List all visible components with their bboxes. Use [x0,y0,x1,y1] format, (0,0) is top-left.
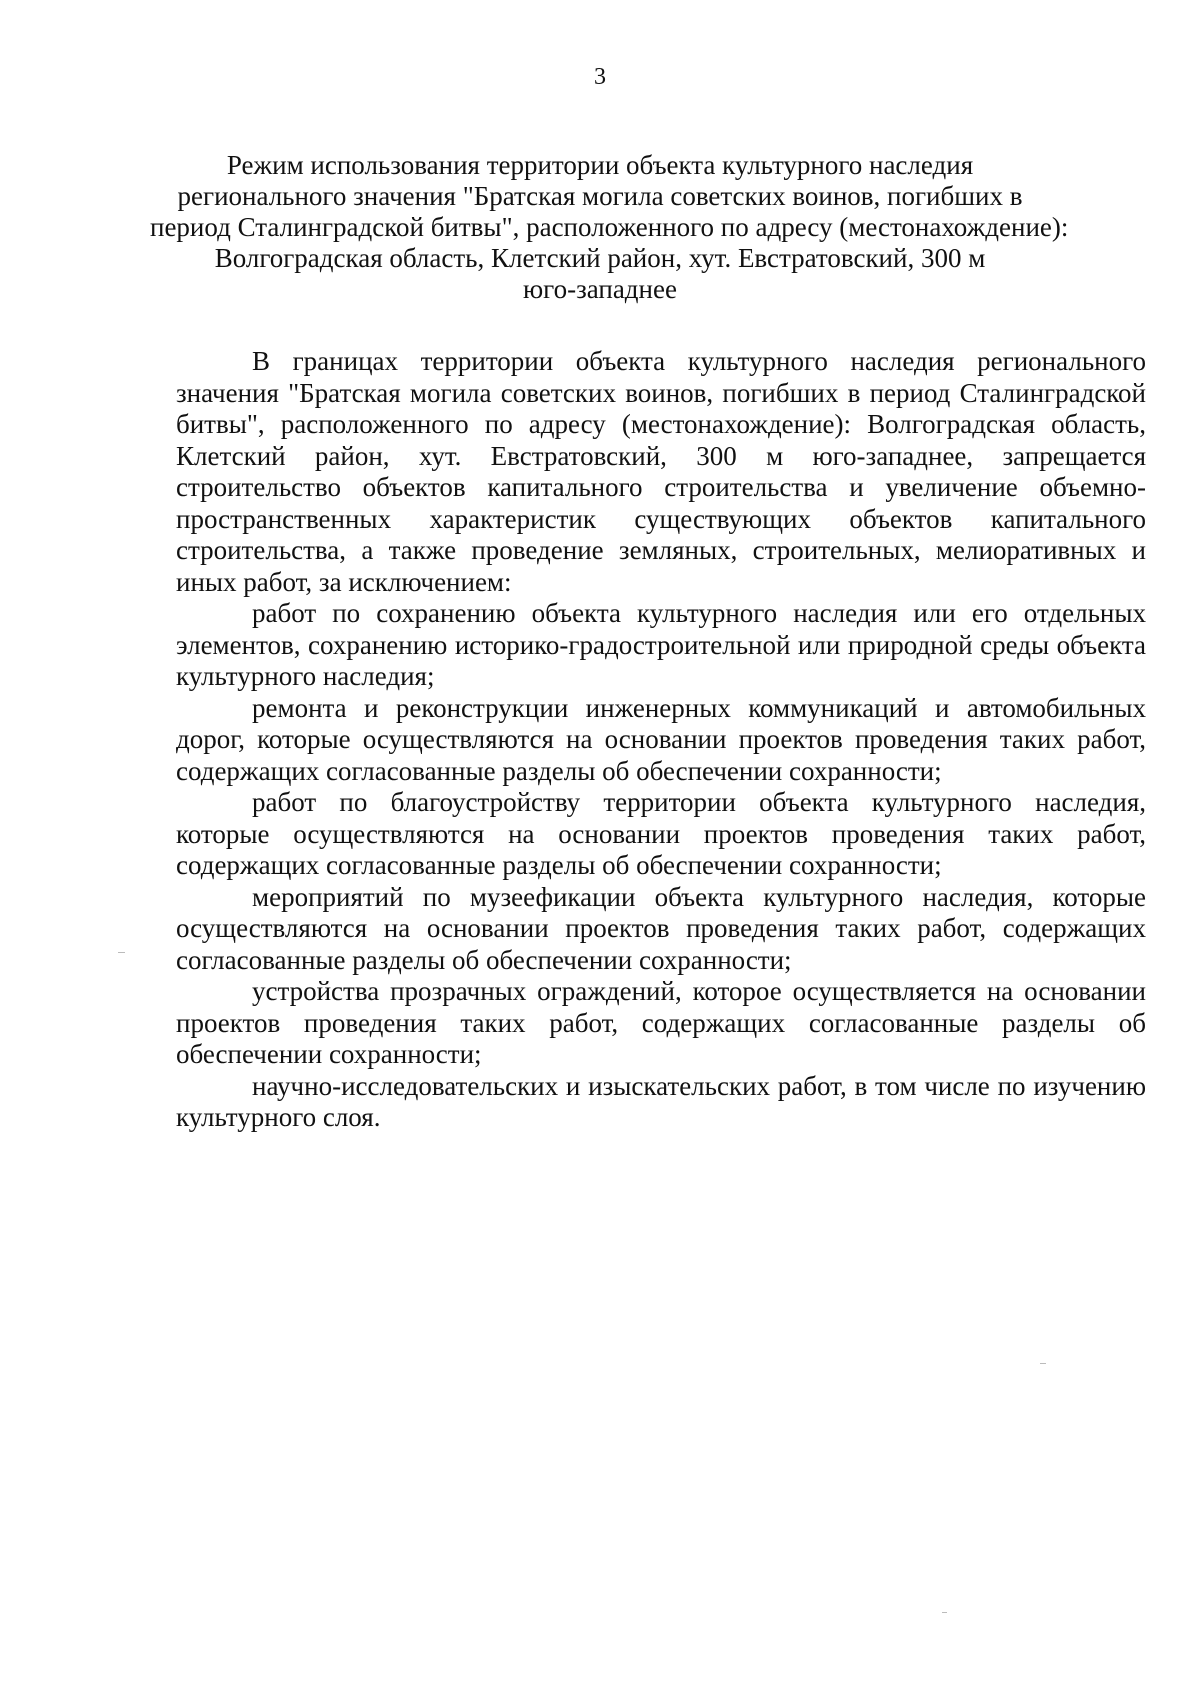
exception-item: ремонта и реконструкции инженерных коммуникаций и автомобильных дорог, которые осуществляются на основании проектов проведения таких работ, содержащих согласованные разделы об обеспечении сохранности; [176,692,1146,786]
exception-item: устройства прозрачных ограждений, которое осуществляется на основании проектов проведения таких работ, содержащих согласованные разделы об обеспечении сохранности; [176,976,1146,1069]
title-line: регионального значения "Братская могила советских воинов, погибших в [177,181,1023,211]
scan-speck [1040,1363,1046,1364]
scan-speck [942,1612,947,1613]
exception-item: работ по сохранению объекта культурного наследия или его отдельных элементов, сохранению историко-градостроительной или природной среды объекта культурного наследия; [176,598,1146,691]
title-line: Режим использования территории объекта культурного наследия [226,150,974,180]
title-line: период Сталинградской битвы", расположенного по адресу (местонахождение): [150,212,1069,242]
exception-item: мероприятий по музеефикации объекта культурного наследия, которые осуществляются на основании проектов проведения таких работ, содержащих согласованные разделы об обеспечении сохранности; [176,881,1146,975]
exception-item: работ по благоустройству территории объекта культурного наследия, которые осуществляются на основании проектов проведения таких работ, содержащих согласованные разделы об обеспечении сохранности; [176,787,1146,880]
scan-speck [118,952,125,953]
document-body [176,346,1146,1134]
title-line: юго-западнее [523,274,677,304]
exception-item: научно-исследовательских и изыскательских работ, в том числе по изучению культурного слоя. [176,1070,1146,1132]
document-title [150,150,1069,305]
page-number: 3 [594,64,606,90]
intro-paragraph: В границах территории объекта культурного наследия регионального значения "Братская могила советских воинов, погибших в период Сталинградской битвы", расположенного по адресу (местонахождение): Волгоградская область, Клетский район, хут. Евстратовский, 300 м юго-западнее, запрещается строительство объектов капитального строительства и увеличение объемно-пространственных характеристик существующих объектов капитального строительства, а также проведение земляных, строительных, мелиоративных и иных работ, за исключением: [176,346,1146,597]
title-line: Волгоградская область, Клетский район, хут. Евстратовский, 300 м [214,243,986,273]
